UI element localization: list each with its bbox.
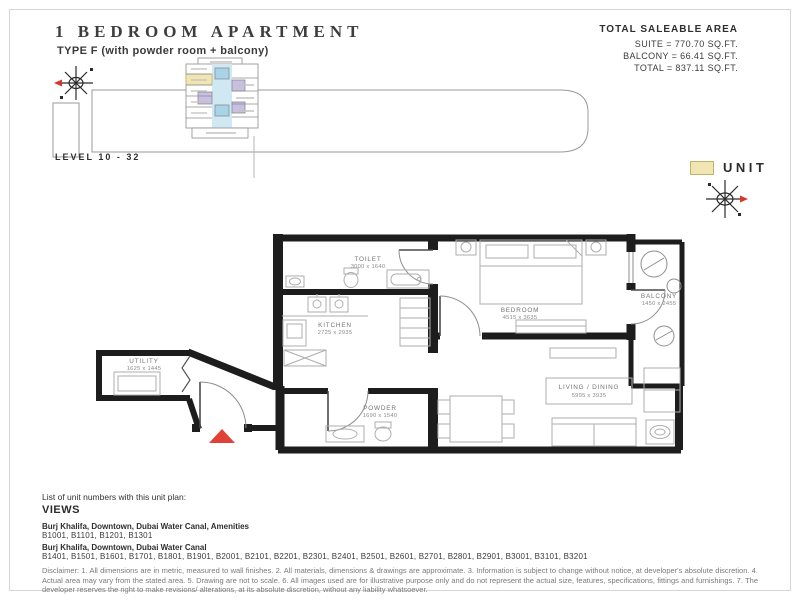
entry-door [200, 382, 246, 428]
toilet-door [399, 250, 433, 284]
disclaimer-text: Disclaimer: 1. All dimensions are in metric, measured to wall finishes. 2. All materials, dimensions & drawings are approximate. 3. Information is subject to change without notice, at developer's absolute discretion. 4. Actual area may vary from the stated area. 5. Drawing are not to scale. 6. All images used are for illustrative purpose only and do not represent the actual size, features, specifications, fittings and furnishings. 7. The developer reserves the right to make revisions/ alterations, at its absolute discretion, without any liability whatsoever. [42, 566, 758, 595]
view-group-1-title: Burj Khalifa, Downtown, Dubai Water Canal, Amenities [42, 522, 249, 531]
view-group-1-units: B1001, B1101, B1201, B1301 [42, 531, 153, 540]
toilet-wc [344, 268, 358, 288]
tv-console [644, 368, 680, 412]
sofa [552, 418, 636, 446]
unit-grid [186, 58, 258, 138]
room-label-bedroom: BEDROOM [500, 307, 540, 314]
room-label-utility: UTILITY [129, 358, 159, 365]
balcony-window [629, 252, 633, 283]
building-outline [53, 90, 588, 178]
unit-legend [690, 160, 770, 228]
unit-legend-label: UNIT [723, 160, 768, 175]
room-dims-powder: 1690 x 1540 [362, 413, 398, 419]
view-group-2-units: B1401, B1501, B1601, B1701, B1801, B1901, B2001, B2101, B2201, B2301, B2401, B2501, B2601, B2701, B2801, B2901, B3001, B3101, B3201 [42, 552, 588, 561]
room-label-toilet: TOILET [354, 256, 382, 263]
views-heading: VIEWS [42, 504, 80, 516]
apartment-floor-plan [88, 228, 692, 480]
room-label-living-dining: LIVING / DINING [558, 384, 620, 391]
utility-bifold-door [182, 356, 190, 392]
room-dims-living-dining: 5995 x 3935 [571, 393, 607, 399]
page-subtitle: TYPE F (with powder room + balcony) [57, 45, 269, 57]
side-table [646, 420, 674, 444]
level-label: LEVEL 10 - 32 [55, 152, 141, 162]
view-group-2-title: Burj Khalifa, Downtown, Dubai Water Canal [42, 543, 207, 552]
room-dims-kitchen: 2725 x 2935 [317, 330, 353, 336]
area-total: TOTAL = 837.11 SQ.FT. [634, 63, 738, 73]
page-title: 1 BEDROOM APARTMENT [55, 22, 364, 41]
room-dims-balcony: 1450 x 2455 [641, 301, 677, 307]
room-dims-bedroom: 4515 x 3635 [502, 315, 538, 321]
room-label-kitchen: KITCHEN [318, 322, 352, 329]
powder-wc [375, 422, 391, 441]
room-label-powder: POWDER [363, 405, 397, 412]
kitchen-sink-counter [282, 294, 368, 316]
unit-swatch [690, 161, 714, 175]
room-dims-toilet: 3000 x 1640 [350, 264, 386, 270]
living-label-box [546, 378, 632, 404]
powder-door [328, 391, 368, 431]
dresser [516, 320, 586, 333]
toilet-basin [286, 276, 304, 287]
area-suite: SUITE = 770.70 SQ.FT. [634, 39, 738, 49]
bedroom-door [440, 296, 480, 336]
dining-table [438, 396, 514, 442]
key-plan [40, 56, 640, 181]
bed [480, 240, 582, 304]
area-heading: TOTAL SALEABLE AREA [599, 24, 738, 35]
entrance-marker [209, 429, 235, 443]
console-table [550, 348, 616, 358]
unit-list-intro: List of unit numbers with this unit plan: [42, 492, 187, 502]
room-label-balcony: BALCONY [640, 293, 678, 300]
area-balcony: BALCONY = 66.41 SQ.FT. [623, 51, 738, 61]
powder-vanity [326, 426, 364, 442]
room-dims-utility: 1625 x 1445 [126, 366, 162, 372]
compass-icon [54, 66, 93, 100]
hall-closet [400, 298, 430, 346]
washer [114, 372, 160, 395]
nightstand-left [456, 240, 476, 255]
compass-icon-right [690, 175, 760, 223]
nightstand-right [586, 240, 606, 255]
